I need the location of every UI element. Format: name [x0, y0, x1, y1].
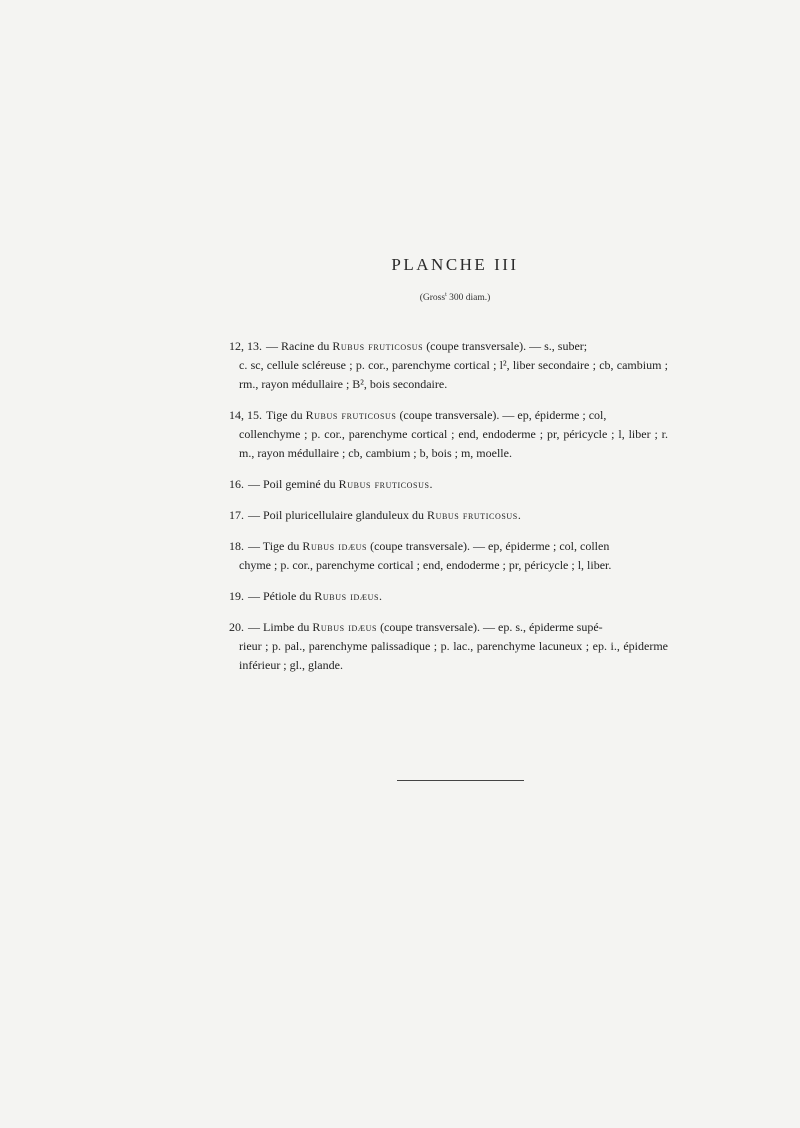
- legend-entry-20: 20. — Limbe du Rubus idæus (coupe transversale). — ep. s., épiderme supé- rieur ; p. pal., parenchyme palissadique ; p. lac., parenchyme lacuneux ; ep. i., épiderme inférieur ; gl., glande.: [229, 620, 668, 672]
- legend-entry-12-13: 12, 13. — Racine du Rubus fruticosus (coupe transversale). — s., suber; c. sc, cellule scléreuse ; p. cor., parenchyme cortical ; l², liber secondaire ; cb, cambium ; rm., rayon médullaire ; B², bois secondaire.: [229, 339, 668, 391]
- closing-rule: [397, 780, 524, 781]
- legend-entry-17: 17. — Poil pluricellulaire glanduleux du Rubus fruticosus.: [229, 508, 522, 522]
- magnification-note: (Gross$^t$ 300 diam.): [419, 292, 491, 304]
- legend-entry-16: 16. — Poil geminé du Rubus fruticosus.: [229, 477, 434, 491]
- legend-entry-19: 19. — Pétiole du Rubus idæus.: [229, 589, 383, 603]
- legend-entry-14-15: 14, 15. Tige du Rubus fruticosus (coupe transversale). — ep, épiderme ; col, collenchyme ; p. cor., parenchyme cortical ; end, endoderme ; pr, péricycle ; l, liber ; r. m., rayon médullaire ; cb, cambium ; b, bois ; m, moelle.: [229, 408, 668, 460]
- plate-title: PLANCHE III: [391, 255, 519, 274]
- legend-entry-18: 18. — Tige du Rubus idæus (coupe transversale). — ep, épiderme ; col, collen chyme ; p. cor., parenchyme cortical ; end, endoderme ; pr, péricycle ; l, liber.: [229, 539, 612, 572]
- figure-legend: [229, 337, 668, 687]
